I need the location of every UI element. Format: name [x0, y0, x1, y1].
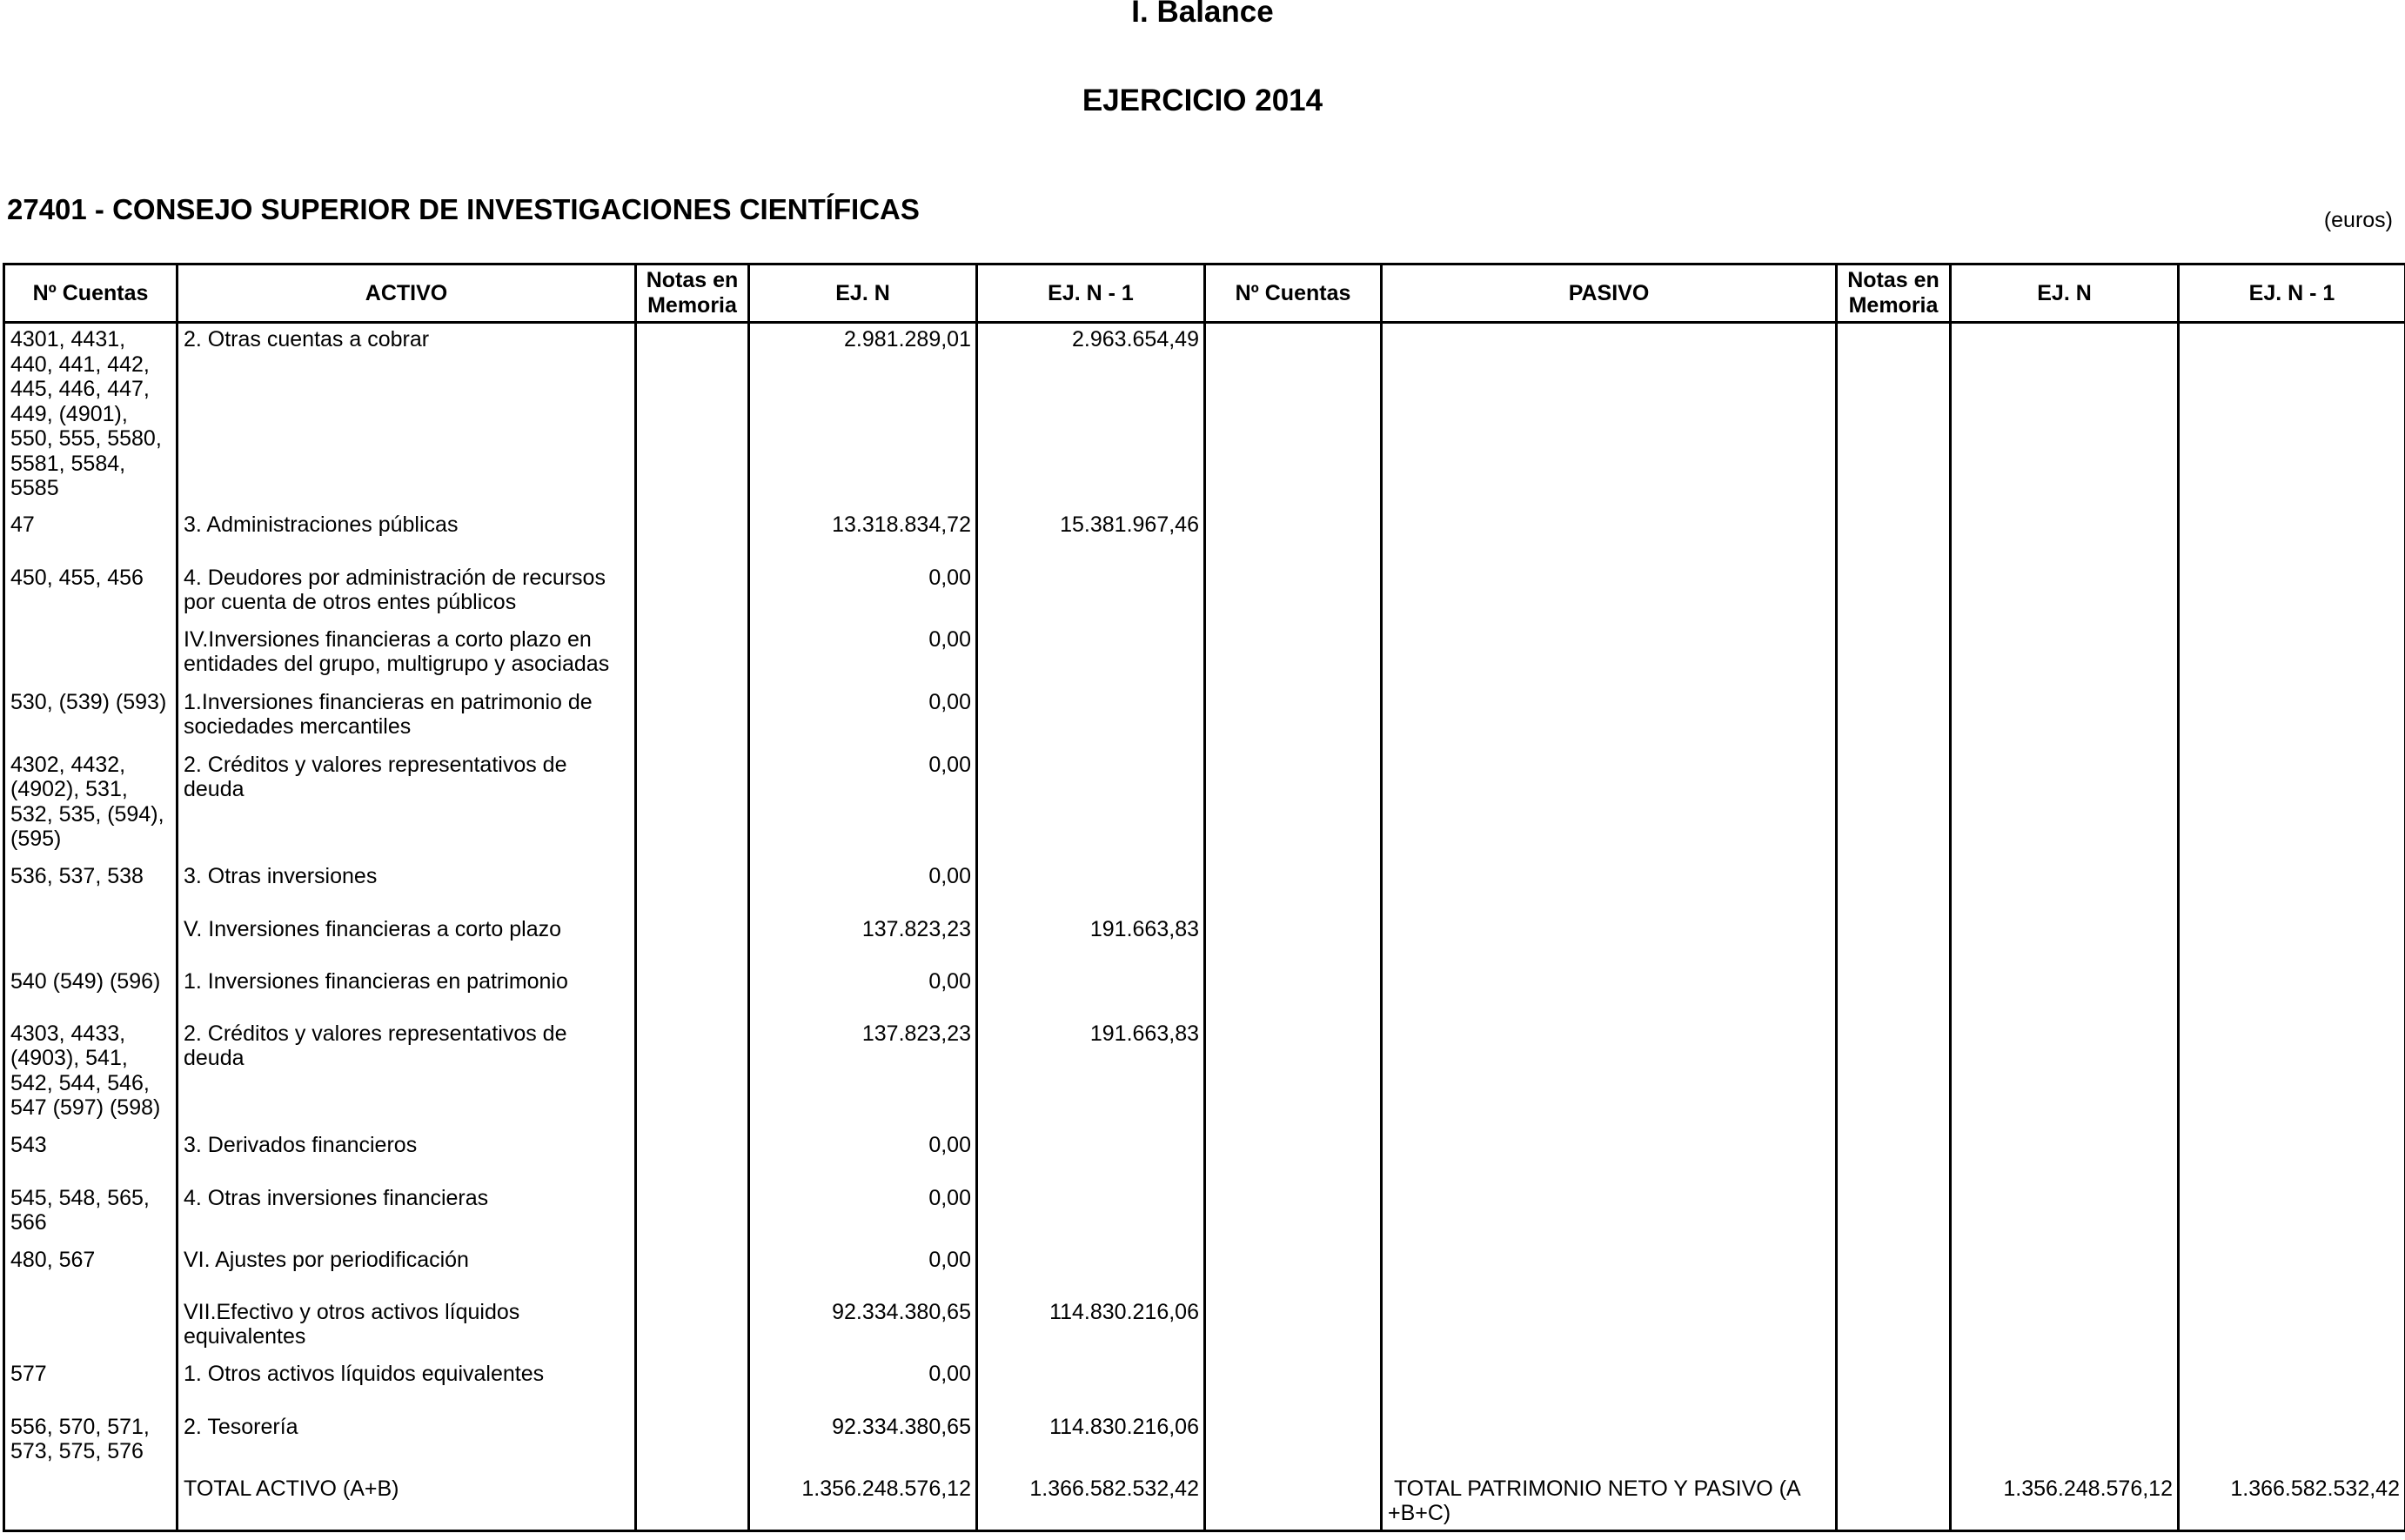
cuentas-cell: 480, 567 — [4, 1244, 178, 1296]
pasivo-cuentas-cell — [1205, 323, 1382, 509]
pasivo-ej-n-cell — [1951, 1182, 2179, 1244]
cuentas-cell: 556, 570, 571, 573, 575, 576 — [4, 1411, 178, 1473]
table-row — [4, 1358, 2405, 1411]
cuentas-cell: 4301, 4431, 440, 441, 442, 445, 446, 447, 449, (4901), 550, 555, 5580, 5581, 5584, 5585 — [4, 323, 178, 509]
pasivo-ej-n-cell — [1951, 966, 2179, 1018]
ej-n-cell: 0,00 — [749, 624, 977, 686]
pasivo-cuentas-cell — [1205, 624, 1382, 686]
notas-cell — [636, 1296, 749, 1358]
ej-n1-cell: 114.830.216,06 — [977, 1411, 1205, 1473]
pasivo-ej-n-cell — [1951, 624, 2179, 686]
header-notas-line2: Memoria — [647, 293, 737, 318]
table-row — [4, 1018, 2405, 1129]
cuentas-cell: 450, 455, 456 — [4, 562, 178, 624]
notas-cell — [636, 686, 749, 749]
table-row — [4, 914, 2405, 966]
pasivo-ej-n-cell — [1951, 1358, 2179, 1411]
pasivo-concepto-cell — [1382, 624, 1837, 686]
pasivo-cuentas-cell — [1205, 562, 1382, 624]
pasivo-notas-cell — [1837, 1018, 1951, 1129]
pasivo-ej-n1-cell — [2179, 914, 2405, 966]
pasivo-concepto-cell — [1382, 860, 1837, 914]
ej-n1-cell: 191.663,83 — [977, 1018, 1205, 1129]
pasivo-ej-n1-cell — [2179, 1358, 2405, 1411]
pasivo-cuentas-cell — [1205, 1018, 1382, 1129]
pasivo-cuentas-cell — [1205, 860, 1382, 914]
total-activo-label: TOTAL ACTIVO (A+B) — [178, 1473, 636, 1531]
pasivo-ej-n1-cell — [2179, 624, 2405, 686]
currency-unit-label: (euros) — [2323, 208, 2393, 232]
pasivo-concepto-cell — [1382, 562, 1837, 624]
notas-cell — [636, 562, 749, 624]
ej-n1-cell — [977, 860, 1205, 914]
header-ej-n-activo: EJ. N — [749, 264, 977, 323]
notas-cell — [636, 1018, 749, 1129]
header-notas-pasivo-line1: Notas en — [1847, 268, 1939, 292]
header-notas-line1: Notas en — [646, 268, 739, 292]
total-pasivo-label: TOTAL PATRIMONIO NETO Y PASIVO (A +B+C) — [1382, 1473, 1837, 1531]
pasivo-ej-n-cell — [1951, 509, 2179, 562]
pasivo-ej-n-cell — [1951, 1018, 2179, 1129]
pasivo-concepto-cell — [1382, 1358, 1837, 1411]
ej-n1-cell: 191.663,83 — [977, 914, 1205, 966]
pasivo-cuentas-cell — [1205, 509, 1382, 562]
pasivo-ej-n1-cell — [2179, 323, 2405, 509]
cuentas-cell: 4302, 4432, (4902), 531, 532, 535, (594), (595) — [4, 749, 178, 860]
pasivo-notas-cell — [1837, 966, 1951, 1018]
ej-n1-cell — [977, 562, 1205, 624]
ej-n1-cell — [977, 686, 1205, 749]
pasivo-ej-n1-cell — [2179, 562, 2405, 624]
ej-n1-cell — [977, 749, 1205, 860]
pasivo-notas-cell — [1837, 749, 1951, 860]
concepto-cell: VII.Efectivo y otros activos líquidos equivalentes — [178, 1296, 636, 1358]
pasivo-cuentas-cell — [1205, 686, 1382, 749]
cuentas-cell — [4, 1296, 178, 1358]
ej-n-cell: 137.823,23 — [749, 914, 977, 966]
pasivo-notas-cell — [1837, 323, 1951, 509]
total-activo-ej-n: 1.356.248.576,12 — [749, 1473, 977, 1531]
table-row — [4, 1296, 2405, 1358]
table-row — [4, 1411, 2405, 1473]
pasivo-concepto-cell — [1382, 509, 1837, 562]
ej-n-cell: 92.334.380,65 — [749, 1411, 977, 1473]
header-ej-n1-activo: EJ. N - 1 — [977, 264, 1205, 323]
table-row — [4, 860, 2405, 914]
ej-n1-cell: 114.830.216,06 — [977, 1296, 1205, 1358]
concepto-cell: 2. Créditos y valores representativos de deuda — [178, 749, 636, 860]
concepto-cell: IV.Inversiones financieras a corto plazo en entidades del grupo, multigrupo y asociadas — [178, 624, 636, 686]
header-notas-activo — [636, 264, 749, 323]
notas-cell — [636, 1182, 749, 1244]
ej-n-cell: 0,00 — [749, 686, 977, 749]
table-row — [4, 1182, 2405, 1244]
pasivo-ej-n-cell — [1951, 1411, 2179, 1473]
pasivo-notas-cell — [1837, 860, 1951, 914]
page-title: I. Balance — [1131, 0, 1274, 29]
table-row — [4, 323, 2405, 509]
concepto-cell: 3. Administraciones públicas — [178, 509, 636, 562]
table-row — [4, 1129, 2405, 1182]
ej-n1-cell — [977, 1129, 1205, 1182]
header-cuentas-pasivo: Nº Cuentas — [1205, 264, 1382, 323]
pasivo-notas-cell — [1837, 509, 1951, 562]
pasivo-ej-n1-cell — [2179, 686, 2405, 749]
cuentas-cell — [4, 624, 178, 686]
pasivo-notas-cell — [1837, 562, 1951, 624]
cuentas-cell: 530, (539) (593) — [4, 686, 178, 749]
pasivo-concepto-cell — [1382, 1244, 1837, 1296]
pasivo-notas-cell — [1837, 1244, 1951, 1296]
pasivo-concepto-cell — [1382, 914, 1837, 966]
concepto-cell: VI. Ajustes por periodificación — [178, 1244, 636, 1296]
pasivo-cuentas-cell — [1205, 1358, 1382, 1411]
concepto-cell: 1.Inversiones financieras en patrimonio de sociedades mercantiles — [178, 686, 636, 749]
pasivo-cuentas-cell — [1205, 914, 1382, 966]
header-activo: ACTIVO — [178, 264, 636, 323]
pasivo-ej-n-cell — [1951, 1129, 2179, 1182]
concepto-cell: 1. Inversiones financieras en patrimonio — [178, 966, 636, 1018]
pasivo-ej-n1-cell — [2179, 1296, 2405, 1358]
pasivo-notas-cell — [1837, 1411, 1951, 1473]
pasivo-ej-n1-cell — [2179, 1018, 2405, 1129]
pasivo-concepto-cell — [1382, 323, 1837, 509]
pasivo-cuentas-cell — [1205, 749, 1382, 860]
page-subtitle: EJERCICIO 2014 — [1082, 84, 1323, 117]
pasivo-concepto-cell — [1382, 1129, 1837, 1182]
pasivo-ej-n1-cell — [2179, 966, 2405, 1018]
pasivo-notas-cell — [1837, 1129, 1951, 1182]
ej-n1-cell — [977, 966, 1205, 1018]
concepto-cell: 1. Otros activos líquidos equivalentes — [178, 1358, 636, 1411]
table-row — [4, 509, 2405, 562]
header-ej-n-pasivo: EJ. N — [1951, 264, 2179, 323]
pasivo-ej-n-cell — [1951, 323, 2179, 509]
pasivo-notas-cell — [1837, 1358, 1951, 1411]
pasivo-ej-n1-cell — [2179, 1244, 2405, 1296]
table-row — [4, 562, 2405, 624]
notas-cell — [636, 509, 749, 562]
pasivo-ej-n-cell — [1951, 686, 2179, 749]
ej-n-cell: 0,00 — [749, 966, 977, 1018]
cuentas-cell — [4, 914, 178, 966]
pasivo-ej-n1-cell — [2179, 749, 2405, 860]
cuentas-cell: 543 — [4, 1129, 178, 1182]
cuentas-cell: 4303, 4433, (4903), 541, 542, 544, 546, 547 (597) (598) — [4, 1018, 178, 1129]
concepto-cell: 2. Otras cuentas a cobrar — [178, 323, 636, 509]
total-activo-ej-n1: 1.366.582.532,42 — [977, 1473, 1205, 1531]
notas-cell — [636, 1129, 749, 1182]
header-notas-pasivo-line2: Memoria — [1848, 293, 1939, 318]
table-row — [4, 686, 2405, 749]
pasivo-concepto-cell — [1382, 749, 1837, 860]
ej-n-cell: 0,00 — [749, 1129, 977, 1182]
pasivo-ej-n-cell — [1951, 1244, 2179, 1296]
pasivo-cuentas-cell — [1205, 966, 1382, 1018]
concepto-cell: 3. Derivados financieros — [178, 1129, 636, 1182]
pasivo-cuentas-cell — [1205, 1129, 1382, 1182]
pasivo-concepto-cell — [1382, 1182, 1837, 1244]
cuentas-cell: 47 — [4, 509, 178, 562]
pasivo-ej-n1-cell — [2179, 509, 2405, 562]
ej-n-cell: 0,00 — [749, 562, 977, 624]
pasivo-ej-n1-cell — [2179, 1411, 2405, 1473]
pasivo-cuentas-cell — [1205, 1182, 1382, 1244]
cuentas-cell: 545, 548, 565, 566 — [4, 1182, 178, 1244]
table-row — [4, 749, 2405, 860]
concepto-cell: 2. Créditos y valores representativos de deuda — [178, 1018, 636, 1129]
table-row — [4, 1244, 2405, 1296]
table-header-row — [4, 264, 2405, 323]
ej-n1-cell — [977, 1182, 1205, 1244]
notas-cell — [636, 323, 749, 509]
pasivo-ej-n-cell — [1951, 562, 2179, 624]
pasivo-ej-n-cell — [1951, 914, 2179, 966]
ej-n1-cell — [977, 1244, 1205, 1296]
concepto-cell: 4. Deudores por administración de recursos por cuenta de otros entes públicos — [178, 562, 636, 624]
pasivo-notas-cell — [1837, 686, 1951, 749]
ej-n-cell: 92.334.380,65 — [749, 1296, 977, 1358]
notas-cell — [636, 749, 749, 860]
ej-n1-cell — [977, 624, 1205, 686]
header-cuentas-activo: Nº Cuentas — [4, 264, 178, 323]
ej-n-cell: 0,00 — [749, 749, 977, 860]
header-notas-pasivo — [1837, 264, 1951, 323]
concepto-cell: V. Inversiones financieras a corto plazo — [178, 914, 636, 966]
pasivo-notas-cell — [1837, 1182, 1951, 1244]
pasivo-cuentas-cell — [1205, 1411, 1382, 1473]
organization-title: 27401 - CONSEJO SUPERIOR DE INVESTIGACIONES CIENTÍFICAS — [7, 193, 920, 225]
table-row — [4, 624, 2405, 686]
header-ej-n1-pasivo: EJ. N - 1 — [2179, 264, 2405, 323]
pasivo-ej-n1-cell — [2179, 1129, 2405, 1182]
pasivo-concepto-cell — [1382, 966, 1837, 1018]
pasivo-ej-n-cell — [1951, 860, 2179, 914]
notas-cell — [636, 1411, 749, 1473]
pasivo-cuentas-cell — [1205, 1473, 1382, 1531]
pasivo-ej-n1-cell — [2179, 860, 2405, 914]
ej-n-cell: 13.318.834,72 — [749, 509, 977, 562]
total-row — [4, 1473, 2405, 1531]
pasivo-cuentas-cell — [1205, 1296, 1382, 1358]
pasivo-notas-cell — [1837, 624, 1951, 686]
notas-cell — [636, 860, 749, 914]
pasivo-concepto-cell — [1382, 1411, 1837, 1473]
pasivo-notas-cell — [1837, 914, 1951, 966]
ej-n1-cell — [977, 1358, 1205, 1411]
ej-n-cell: 137.823,23 — [749, 1018, 977, 1129]
ej-n-cell: 0,00 — [749, 860, 977, 914]
concepto-cell: 4. Otras inversiones financieras — [178, 1182, 636, 1244]
table-row — [4, 966, 2405, 1018]
pasivo-concepto-cell — [1382, 1018, 1837, 1129]
ej-n-cell: 2.981.289,01 — [749, 323, 977, 509]
cuentas-cell: 540 (549) (596) — [4, 966, 178, 1018]
pasivo-ej-n-cell — [1951, 1296, 2179, 1358]
cuentas-cell: 536, 537, 538 — [4, 860, 178, 914]
pasivo-notas-cell — [1837, 1296, 1951, 1358]
notas-cell — [636, 1358, 749, 1411]
total-pasivo-ej-n1: 1.366.582.532,42 — [2179, 1473, 2405, 1531]
pasivo-notas-cell — [1837, 1473, 1951, 1531]
concepto-cell: 2. Tesorería — [178, 1411, 636, 1473]
ej-n-cell: 0,00 — [749, 1182, 977, 1244]
concepto-cell: 3. Otras inversiones — [178, 860, 636, 914]
pasivo-ej-n1-cell — [2179, 1182, 2405, 1244]
ej-n1-cell: 2.963.654,49 — [977, 323, 1205, 509]
notas-cell — [636, 914, 749, 966]
notas-cell — [636, 1473, 749, 1531]
ej-n-cell: 0,00 — [749, 1244, 977, 1296]
pasivo-concepto-cell — [1382, 686, 1837, 749]
notas-cell — [636, 966, 749, 1018]
notas-cell — [636, 624, 749, 686]
balance-table — [3, 263, 2405, 1532]
ej-n-cell: 0,00 — [749, 1358, 977, 1411]
pasivo-concepto-cell — [1382, 1296, 1837, 1358]
notas-cell — [636, 1244, 749, 1296]
total-pasivo-ej-n: 1.356.248.576,12 — [1951, 1473, 2179, 1531]
cuentas-cell — [4, 1473, 178, 1531]
cuentas-cell: 577 — [4, 1358, 178, 1411]
pasivo-ej-n-cell — [1951, 749, 2179, 860]
header-pasivo: PASIVO — [1382, 264, 1837, 323]
ej-n1-cell: 15.381.967,46 — [977, 509, 1205, 562]
pasivo-cuentas-cell — [1205, 1244, 1382, 1296]
